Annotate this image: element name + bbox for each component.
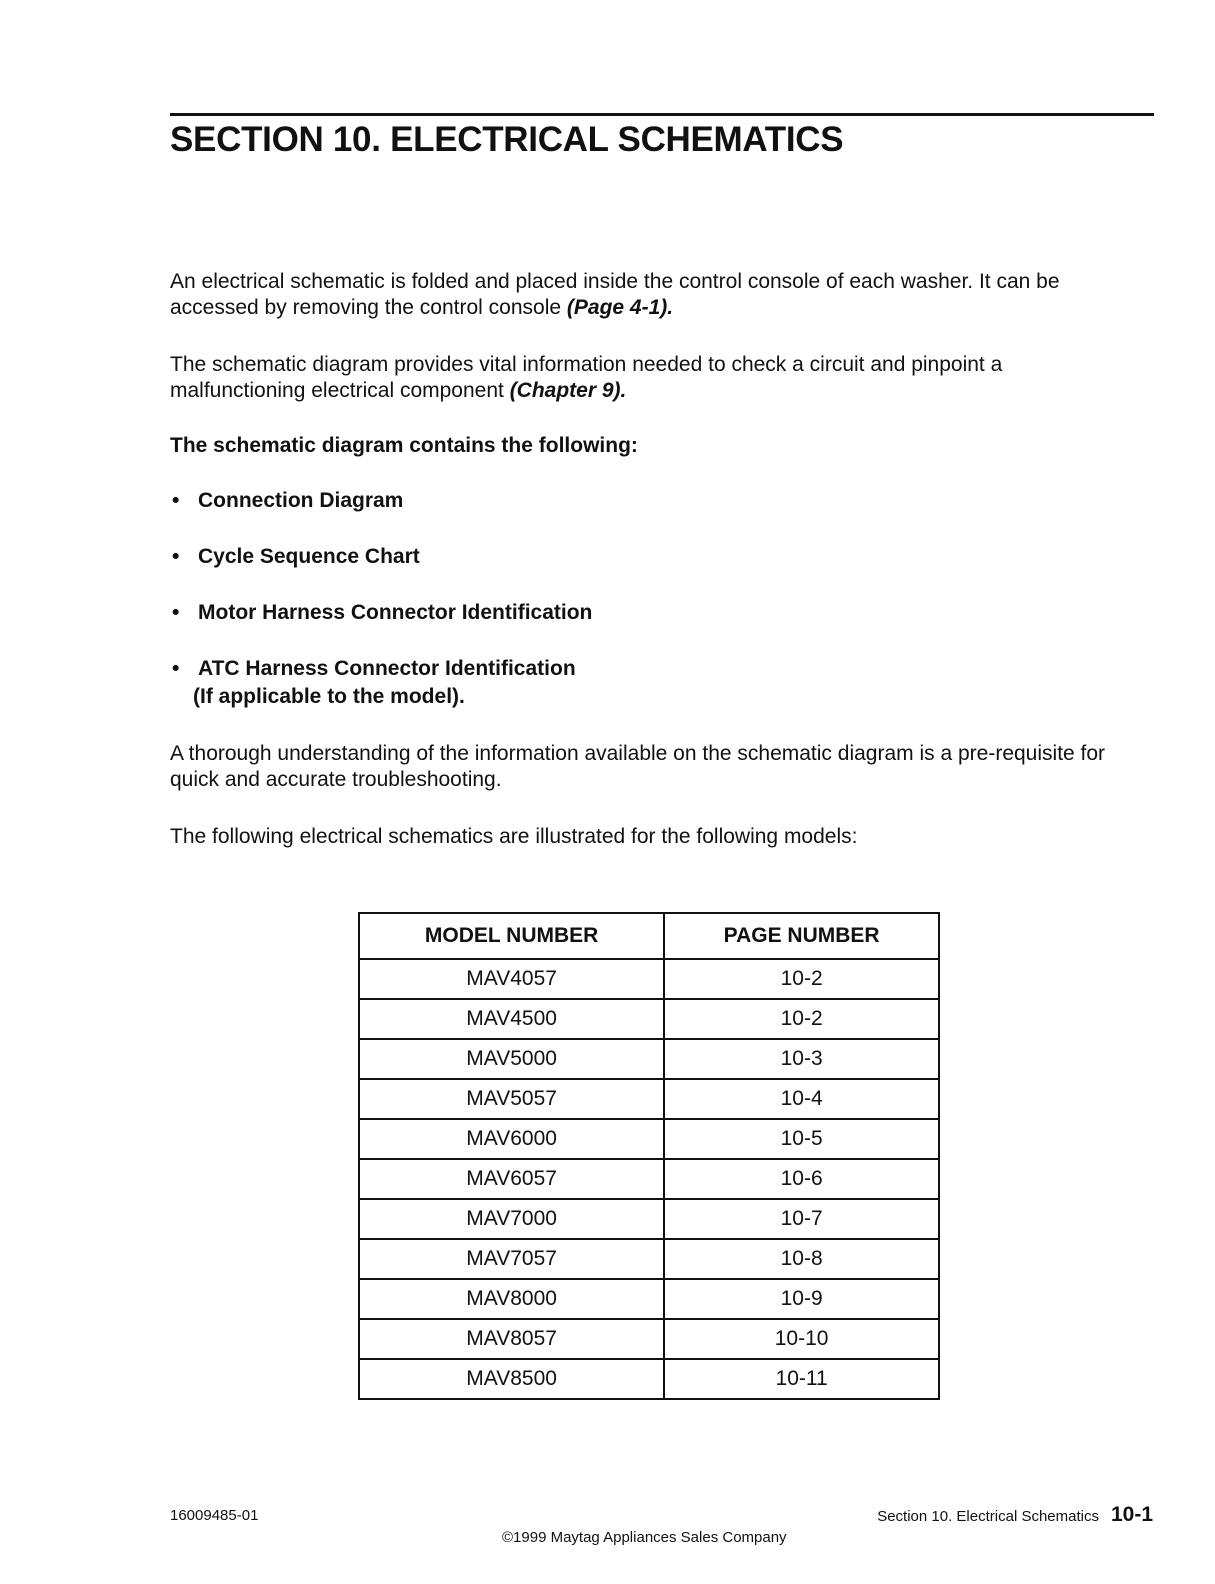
list-item-label: Cycle Sequence Chart: [198, 545, 420, 568]
intro-paragraph-2: [170, 352, 1115, 404]
model-cell: MAV7000: [359, 1199, 664, 1239]
document-number: 16009485-01: [170, 1507, 259, 1524]
table-row: [359, 959, 939, 999]
table-row: [359, 1239, 939, 1279]
table-row: [359, 1159, 939, 1199]
intro-paragraph-2-text: The schematic diagram provides vital information needed to check a circuit and pinpoint a malfunctioning electrical component: [170, 353, 1003, 402]
table-row: [359, 1119, 939, 1159]
page-cell: 10-9: [664, 1279, 939, 1319]
model-cell: MAV4500: [359, 999, 664, 1039]
list-item-label: Connection Diagram: [198, 489, 404, 512]
table-row: [359, 1039, 939, 1079]
list-item: [172, 655, 576, 711]
footer-page-number: 10-1: [1110, 1503, 1153, 1526]
page-cell: 10-3: [664, 1039, 939, 1079]
table-row: [359, 999, 939, 1039]
page-cell: 10-10: [664, 1319, 939, 1359]
intro-paragraph-1: [170, 269, 1115, 321]
body-paragraph-3: A thorough understanding of the information available on the schematic diagram is a pre-requisite for quick and accurate troubleshooting.: [170, 742, 1106, 791]
contents-heading: The schematic diagram contains the following:: [170, 434, 638, 457]
title-rule: [170, 113, 1154, 116]
list-item-note: (If applicable to the model).: [193, 685, 465, 708]
table-row: [359, 1079, 939, 1119]
bullet-icon: •: [172, 545, 180, 568]
model-cell: MAV6057: [359, 1159, 664, 1199]
list-item: [172, 599, 592, 627]
page-cell: 10-2: [664, 959, 939, 999]
list-item-label: ATC Harness Connector Identification: [198, 657, 576, 680]
bullet-icon: •: [172, 601, 180, 624]
model-cell: MAV4057: [359, 959, 664, 999]
table-row: [359, 1319, 939, 1359]
page-cell: 10-5: [664, 1119, 939, 1159]
bullet-icon: •: [172, 657, 180, 680]
model-cell: MAV8000: [359, 1279, 664, 1319]
page-reference: (Page 4-1).: [566, 296, 674, 319]
list-item: [172, 487, 403, 515]
model-page-table: [358, 912, 940, 1400]
footer-section: [877, 1503, 1153, 1527]
model-cell: MAV5057: [359, 1079, 664, 1119]
page-cell: 10-8: [664, 1239, 939, 1279]
list-item-label: Motor Harness Connector Identification: [198, 601, 593, 624]
page-title: SECTION 10. ELECTRICAL SCHEMATICS: [170, 120, 844, 159]
model-cell: MAV5000: [359, 1039, 664, 1079]
bullet-icon: •: [172, 489, 180, 512]
model-cell: MAV8057: [359, 1319, 664, 1359]
column-header-model: MODEL NUMBER: [359, 913, 664, 959]
table-row: [359, 1359, 939, 1399]
model-cell: MAV6000: [359, 1119, 664, 1159]
body-paragraph-4: The following electrical schematics are illustrated for the following models:: [170, 825, 858, 848]
page-cell: 10-4: [664, 1079, 939, 1119]
model-cell: MAV8500: [359, 1359, 664, 1399]
page-cell: 10-11: [664, 1359, 939, 1399]
table-row: [359, 1199, 939, 1239]
page-cell: 10-6: [664, 1159, 939, 1199]
chapter-reference: (Chapter 9).: [509, 379, 627, 402]
footer-section-label: Section 10. Electrical Schematics: [877, 1508, 1099, 1525]
list-item: [172, 543, 420, 571]
page-cell: 10-7: [664, 1199, 939, 1239]
intro-paragraph-1-text: An electrical schematic is folded and placed inside the control console of each washer. It can be accessed by removing the control console: [170, 270, 1060, 319]
table-row: [359, 1279, 939, 1319]
table-header-row: [359, 913, 939, 959]
column-header-page: PAGE NUMBER: [664, 913, 939, 959]
page-cell: 10-2: [664, 999, 939, 1039]
model-cell: MAV7057: [359, 1239, 664, 1279]
copyright-notice: ©1999 Maytag Appliances Sales Company: [502, 1529, 787, 1546]
